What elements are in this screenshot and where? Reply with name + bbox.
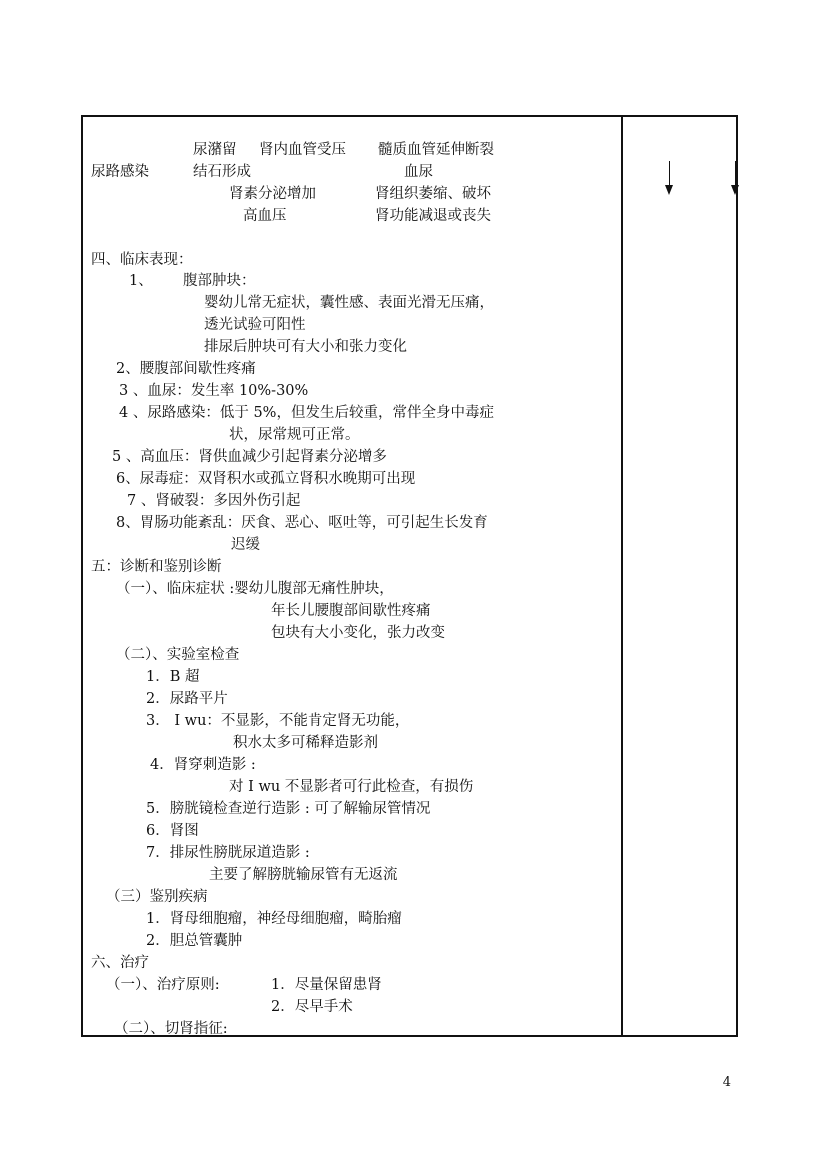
diagram-text: 尿潴留	[193, 142, 237, 158]
diagram-text: 血尿	[404, 164, 433, 180]
diagram-text: 肾组织萎缩、破坏	[375, 186, 491, 202]
section-heading: 六、治疗	[91, 955, 149, 971]
list-item: 迟缓	[231, 537, 260, 553]
diagram-text: 肾内血管受压	[259, 142, 346, 158]
list-item: 主要了解膀胱输尿管有无返流	[209, 867, 398, 883]
list-item: 婴幼儿常无症状，囊性感、表面光滑无压痛，	[204, 295, 494, 311]
subsection-heading: （一）、临床症状 :婴幼儿腹部无痛性肿块，	[116, 581, 394, 597]
column-divider	[621, 117, 623, 1035]
list-item: 2．尽早手术	[271, 999, 353, 1015]
list-item: 5．膀胱镜检查逆行造影 : 可了解输尿管情况	[146, 801, 431, 817]
down-arrow-icon	[730, 161, 742, 197]
list-number: 1、	[129, 273, 153, 289]
diagram-text: 高血压	[243, 208, 287, 224]
list-item: 年长儿腰腹部间歇性疼痛	[271, 603, 431, 619]
down-arrow-icon	[664, 161, 676, 197]
list-item: 8、胃肠功能紊乱：厌食、恶心、呕吐等，可引起生长发育	[116, 515, 488, 531]
list-item: 1．肾母细胞瘤，神经母细胞瘤，畸胎瘤	[146, 911, 402, 927]
list-item: 腹部肿块：	[183, 273, 256, 289]
list-item: 状，尿常规可正常。	[229, 427, 360, 443]
list-item: 4 、尿路感染：低于 5%，但发生后较重，常伴全身中毒症	[119, 405, 494, 421]
list-item: 包块有大小变化，张力改变	[271, 625, 445, 641]
diagram-text: 髓质血管延伸断裂	[378, 142, 494, 158]
list-item: 3． I wu：不显影，不能肯定肾无功能，	[146, 713, 410, 729]
subsection-heading: （二）、切肾指征:	[114, 1021, 228, 1037]
diagram-text: 肾素分泌增加	[229, 186, 316, 202]
subsection-heading: （三）鉴别疾病	[106, 889, 208, 905]
list-item: 4．肾穿刺造影 :	[150, 757, 256, 773]
list-item: 7．排尿性膀胱尿道造影 :	[146, 845, 310, 861]
subsection-heading: （二）、实验室检查	[116, 647, 240, 663]
list-item: 透光试验可阳性	[204, 317, 306, 333]
diagram-text: 肾功能减退或丧失	[375, 208, 491, 224]
list-item: 6、尿毒症：双肾积水或孤立肾积水晚期可出现	[116, 471, 416, 487]
section-heading: 五：诊断和鉴别诊断	[91, 559, 222, 575]
list-item: 2、腰腹部间歇性疼痛	[116, 361, 256, 377]
list-item: 6．肾图	[146, 823, 199, 839]
diagram-text: 尿路感染	[91, 164, 149, 180]
list-item: 1．B 超	[146, 669, 200, 685]
diagram-text: 结石形成	[193, 164, 251, 180]
list-item: 3 、血尿：发生率 10%-30%	[119, 383, 309, 399]
section-heading: 四、临床表现：	[91, 252, 193, 268]
list-item: 排尿后肿块可有大小和张力变化	[204, 339, 407, 355]
list-item: 积水太多可稀释造影剂	[233, 735, 378, 751]
list-item: 1．尽量保留患肾	[271, 977, 382, 993]
list-item: 7 、肾破裂：多因外伤引起	[127, 493, 301, 509]
list-item: 5 、高血压：肾供血减少引起肾素分泌增多	[112, 449, 387, 465]
list-item: 对 I wu 不显影者可行此检查，有损伤	[229, 779, 474, 795]
page-number: 4	[722, 1075, 731, 1090]
list-item: 2．胆总管囊肿	[146, 933, 243, 949]
list-item: 2．尿路平片	[146, 691, 228, 707]
subsection-heading: （一）、治疗原则:	[106, 977, 220, 993]
